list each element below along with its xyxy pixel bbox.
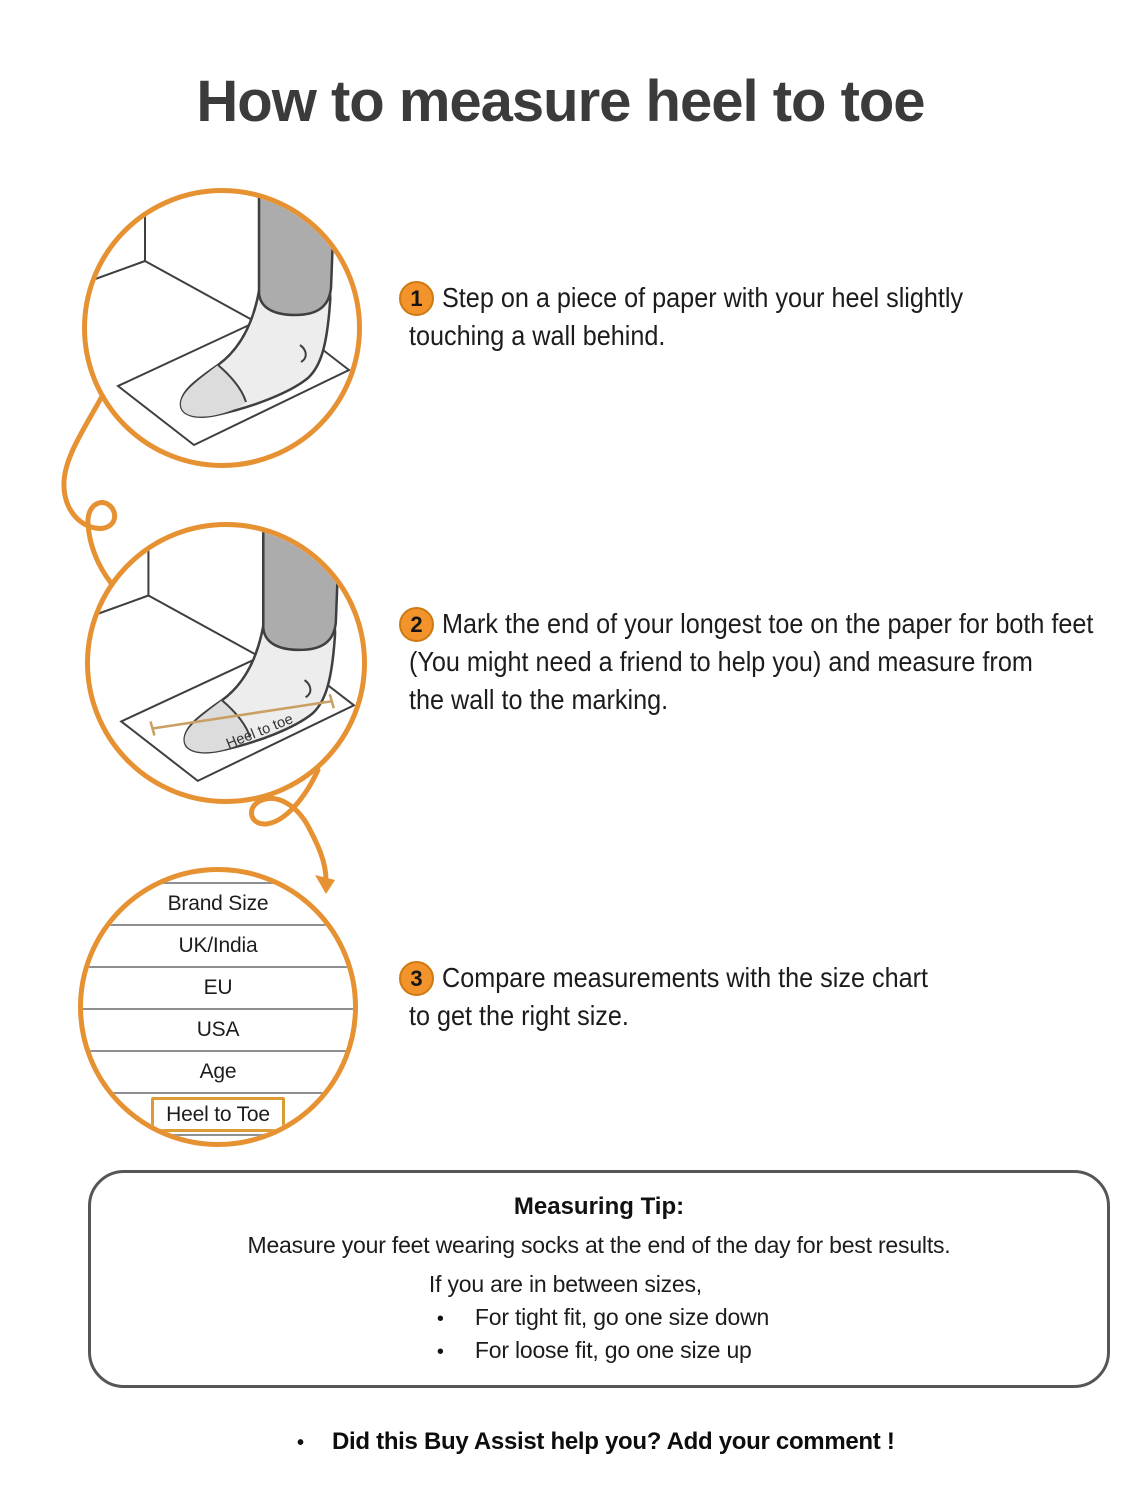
footer-note xyxy=(297,1428,895,1456)
step-1-line-1: Step on a piece of paper with your heel slightly xyxy=(442,282,964,313)
size-chart-row xyxy=(83,1008,353,1050)
step-3-number-badge: 3 xyxy=(399,961,434,996)
footer-text: Did this Buy Assist help you? Add your comment ! xyxy=(332,1428,895,1455)
foot-on-paper-illustration xyxy=(87,193,357,463)
between-sizes-lead: If you are in between sizes, xyxy=(428,1271,702,1297)
step-2-line-1: Mark the end of your longest toe on the paper for both feet xyxy=(442,608,1094,639)
size-chart-row-label-highlighted: Heel to Toe xyxy=(151,1097,285,1132)
tip-bullet-item xyxy=(429,1304,769,1331)
size-chart-row-label: USA xyxy=(196,1018,240,1041)
tip-bullet-text: For loose fit, go one size up xyxy=(474,1337,752,1363)
size-chart-row-highlighted xyxy=(83,1092,353,1136)
bullet-dot-icon: • xyxy=(297,1432,304,1454)
size-chart-row-label: EU xyxy=(203,976,233,999)
size-chart-row xyxy=(83,924,353,966)
step-2-line-2: (You might need a friend to help you) and measure from xyxy=(409,646,1033,677)
step-2 xyxy=(399,605,1121,719)
foot-measurement-illustration xyxy=(90,527,362,799)
step-1 xyxy=(399,279,1021,355)
between-sizes-block xyxy=(429,1271,769,1364)
heel-to-toe-label: Heel to toe xyxy=(224,711,296,753)
tip-bullet-text: For tight fit, go one size down xyxy=(474,1304,770,1330)
tip-bullet-item xyxy=(429,1337,769,1364)
step2-illustration-circle xyxy=(85,522,367,804)
step1-illustration-circle xyxy=(82,188,362,468)
step-2-line-3: the wall to the marking. xyxy=(409,684,669,715)
connector-circle1-to-circle2 xyxy=(64,398,115,583)
step-1-number-badge: 1 xyxy=(399,281,434,316)
bullet-dot-icon: • xyxy=(436,1341,444,1363)
bullet-dot-icon: • xyxy=(436,1308,444,1330)
size-chart-row-label: UK/India xyxy=(178,934,258,957)
measuring-tip-box xyxy=(88,1170,1110,1388)
step-1-line-2: touching a wall behind. xyxy=(409,320,666,351)
measuring-tip-line1: Measure your feet wearing socks at the end of the day for best results. xyxy=(247,1232,951,1258)
step-2-number-badge: 2 xyxy=(399,607,434,642)
size-chart-row xyxy=(83,1050,353,1092)
size-chart-row xyxy=(83,882,353,924)
page-title: How to measure heel to toe xyxy=(196,69,925,134)
size-chart-row xyxy=(83,966,353,1008)
step-3-line-2: to get the right size. xyxy=(409,1000,629,1031)
size-chart-row-label: Age xyxy=(199,1060,237,1083)
size-chart-rows xyxy=(83,872,353,1142)
size-chart-circle xyxy=(78,867,358,1147)
size-chart-row-label: Brand Size xyxy=(167,892,269,915)
measuring-tip-title: Measuring Tip: xyxy=(513,1193,685,1220)
step-3 xyxy=(399,959,982,1035)
step-3-line-1: Compare measurements with the size chart xyxy=(442,962,928,993)
